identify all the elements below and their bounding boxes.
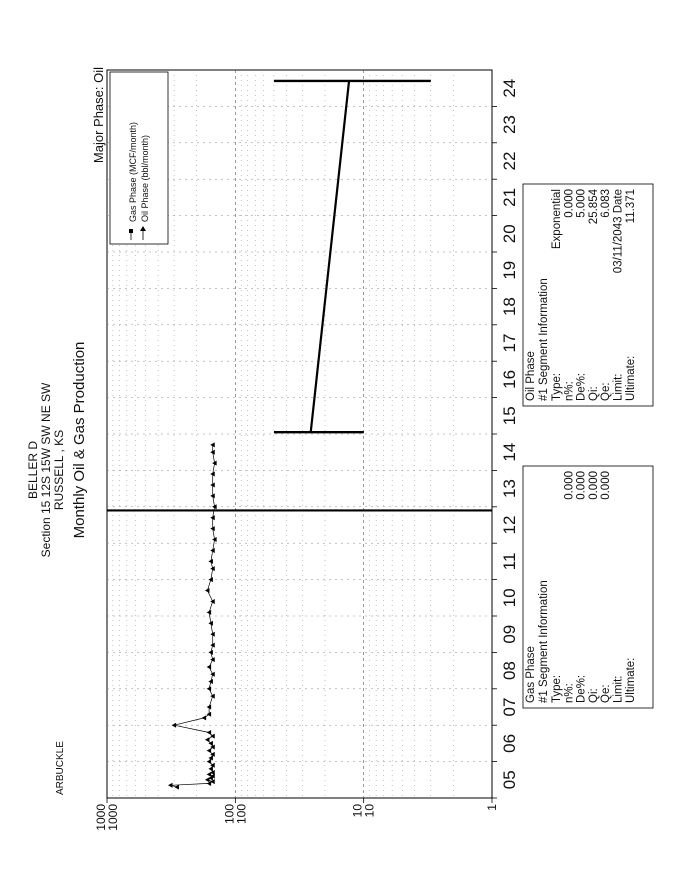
gas-box-row-label-2: De%: [575, 674, 588, 703]
y-tick-label-10-0: 10 [350, 804, 365, 818]
oil-box-row-label-0: Type: [551, 372, 563, 401]
x-tick-label-23: 23 [500, 115, 519, 135]
oil-point [172, 723, 177, 728]
oil-point [207, 686, 212, 691]
oil-point [205, 737, 210, 742]
x-tick-label-07: 07 [500, 697, 519, 717]
x-tick-label-14: 14 [500, 442, 519, 462]
major-phase: Major Phase: Oil [91, 67, 106, 164]
gas-box-title: Gas Phase [525, 646, 537, 703]
y-tick-label-1000-0: 1000 [94, 804, 108, 831]
oil-box-row-value-6: 11.371 [624, 189, 637, 224]
oil-box-row-label-3: Qi: [587, 386, 600, 401]
gas-box-row-label-3: Qi: [587, 688, 600, 703]
oil-box-row-value-2: 5.000 [575, 189, 588, 218]
well-name: BELLER D [26, 440, 40, 500]
oil-point [207, 610, 212, 615]
y-tick-label-100-1: 100 [234, 804, 249, 825]
oil-box-subtitle: #1 Segment Information [538, 278, 550, 401]
county-state: RUSSELL , KS [52, 429, 66, 511]
gas-box-row-label-0: Type: [551, 674, 563, 703]
y-tick-label-1-0: 1 [485, 804, 499, 811]
gas-phase-info-box [523, 466, 653, 708]
gas-box-row-value-1: 0.000 [563, 471, 576, 500]
oil-point [208, 650, 213, 655]
gas-box-row-value-2: 0.000 [575, 471, 588, 500]
x-tick-label-09: 09 [500, 624, 519, 644]
oil-point [207, 730, 212, 735]
oil-point [205, 588, 210, 593]
x-tick-label-15: 15 [500, 406, 519, 426]
x-tick-label-17: 17 [500, 333, 519, 353]
x-tick-label-06: 06 [500, 733, 519, 753]
x-tick-label-16: 16 [500, 369, 519, 389]
oil-box-row-label-6: Ultimate: [624, 355, 637, 401]
oil-point [208, 559, 213, 564]
oil-box-row-value-0: Exponential [551, 189, 563, 250]
x-tick-label-10: 10 [500, 588, 519, 608]
y-tick-label-10-1: 10 [362, 804, 377, 818]
x-tick-label-24: 24 [500, 78, 519, 98]
y-tick-label-100-0: 100 [222, 804, 237, 825]
gas-box-subtitle: #1 Segment Information [538, 580, 550, 703]
well-location: Section 15 12S 15W SW NE SW [39, 382, 53, 558]
y-axis-ticks [94, 798, 499, 831]
y-tick-label-1000-1: 1000 [106, 804, 120, 831]
x-axis-ticks [492, 79, 519, 798]
x-tick-label-22: 22 [500, 151, 519, 171]
oil-box-row-value-3: 25.854 [587, 189, 600, 225]
oil-box-row-label-5: Limit: [612, 373, 625, 401]
x-tick-label-20: 20 [500, 224, 519, 244]
oil-box-row-value-5: 03/11/2043 Date [612, 189, 625, 274]
x-tick-label-08: 08 [500, 661, 519, 681]
chart-title: Monthly Oil & Gas Production [71, 341, 88, 539]
oil-point [207, 664, 212, 669]
x-tick-label-13: 13 [500, 479, 519, 499]
oil-point [210, 599, 215, 604]
forecast-decline-line [311, 81, 349, 432]
oil-point [207, 759, 212, 764]
oil-box-row-label-2: De%: [575, 372, 588, 401]
oil-point [168, 783, 173, 788]
x-tick-label-11: 11 [500, 552, 519, 571]
x-tick-label-21: 21 [500, 187, 519, 207]
gas-box-row-label-1: n%: [563, 683, 576, 703]
oil-box-title: Oil Phase [525, 351, 537, 401]
legend-oil-label: Oil Phase (bbl/month) [140, 134, 150, 222]
oil-point [207, 748, 212, 753]
gas-box-row-label-5: Limit: [612, 675, 625, 703]
oil-point [202, 715, 207, 720]
x-tick-label-19: 19 [500, 260, 519, 280]
oil-point [208, 766, 213, 771]
legend-box [110, 72, 168, 244]
oil-box-row-label-4: Qe: [600, 382, 613, 401]
oil-box-row-value-1: 0.000 [563, 189, 576, 218]
x-tick-label-12: 12 [500, 515, 519, 535]
gas-box-row-value-4: 0.000 [600, 471, 613, 500]
legend [110, 72, 168, 244]
x-tick-label-05: 05 [500, 770, 519, 790]
gas-box-row-label-6: Ultimate: [624, 657, 637, 703]
oil-box-row-label-1: n%: [563, 381, 576, 401]
oil-phase-info-box [523, 184, 653, 406]
x-tick-label-18: 18 [500, 297, 519, 317]
gas-box-row-value-3: 0.000 [587, 471, 600, 500]
legend-gas-label: Gas Phase (MCF/month) [128, 121, 138, 222]
formation-label: ARBUCKLE [55, 741, 66, 795]
oil-box-row-value-4: 6.083 [600, 189, 613, 218]
gas-box-row-label-4: Qe: [600, 684, 613, 703]
